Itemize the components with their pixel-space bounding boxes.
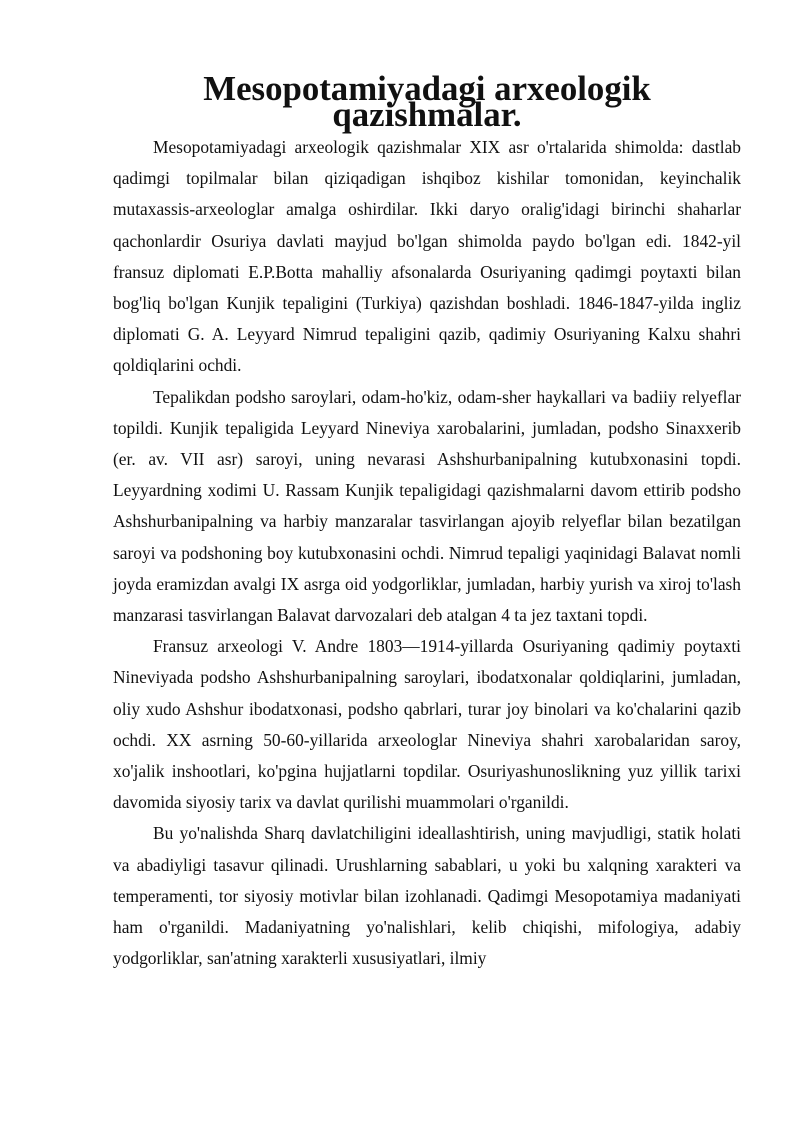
paragraph-2: Tepalikdan podsho saroylari, odam-ho'kiz, odam-sher haykallari va badiiy relyeflar topildi. Kunjik tepaligida Leyyard Nineviya xarobalarini, jumladan, podsho Sinaxxerib (er. av. VII asr) saroyi, uning nevarasi Ashshurbanipalning kutubxonasini topdi. Leyyardning xodimi U. Rassam Kunjik tepaligidagi qazishmalarni davom ettirib podsho Ashshurbanipalning va harbiy manzaralar tasvirlangan ajoyib relyeflar bilan bezatilgan saroyi va podshoning boy kutubxonasini ochdi. Nimrud tepaligi yaqinidagi Balavat nomli joyda eramizdan avalgi IX asrga oid yodgorliklar, jumladan, harbiy yurish va xiroj to'lash manzarasi tasvirlangan Balavat darvozalari deb atalgan 4 ta jez taxtani topdi.	[113, 386, 741, 626]
paragraph-3: Fransuz arxeologi V. Andre 1803—1914-yillarda Osuriyaning qadimiy poytaxti Nineviyada podsho Ashshurbanipalning saroylari, ibodatxonalar qoldiqlarini, jumladan, oliy xudo Ashshur ibodatxonasi, podsho qabrlari, turar joy binolari va ko'chalarini qazib ochdi. XX asrning 50-60-yillarida arxeologlar Nineviya shahri xarobalaridan saroy, xo'jalik inshootlari, ko'pgina hujjatlarni topdilar. Osuriyashunoslikning yuz yillik tarixi davomida siyosiy tarix va davlat qurilishi muammolari o'rganildi.	[113, 636, 741, 813]
document-title: Mesopotamiyadagi arxeologik qazishmalar.	[203, 69, 651, 134]
paragraph-4: Bu yo'nalishda Sharq davlatchiligini ideallashtirish, uning mavjudligi, statik holati va abadiyligi tasavur qilinadi. Urushlarning sabablari, u yoki bu xalqning xarakteri va temperamenti, tor siyosiy motivlar bilan izohlanadi. Qadimgi Mesopotamiya madaniyati ham o'rganildi. Madaniyatning yo'nalishlari, kelib chiqishi, mifologiya, adabiy yodgorliklar, san'atning xarakterli xususiyatlari, ilmiy	[113, 823, 741, 969]
paragraph-1: Mesopotamiyadagi arxeologik qazishmalar XIX asr o'rtalarida shimolda: dastlab qadimgi topilmalar bilan qiziqadigan ishqiboz kishilar tomonidan, keyinchalik mutaxassis-arxeologlar amalga oshirdilar. Ikki daryo oralig'idagi birinchi shaharlar qachonlardir Osuriya davlati mayjud bo'lgan shimolda paydo bo'lgan edi. 1842-yil fransuz diplomati E.P.Botta mahalliy afsonalarda Osuriyaning qadimgi poytaxti bilan bog'liq bo'lgan Kunjik tepaligini (Turkiya) qazishdan boshladi. 1846-1847-yilda ingliz diplomati G. A. Leyyard Nimrud tepaligini qazib, qadimiy Osuriyaning Kalxu shahri qoldiqlarini ochdi.	[113, 137, 741, 376]
document-page	[113, 69, 741, 974]
